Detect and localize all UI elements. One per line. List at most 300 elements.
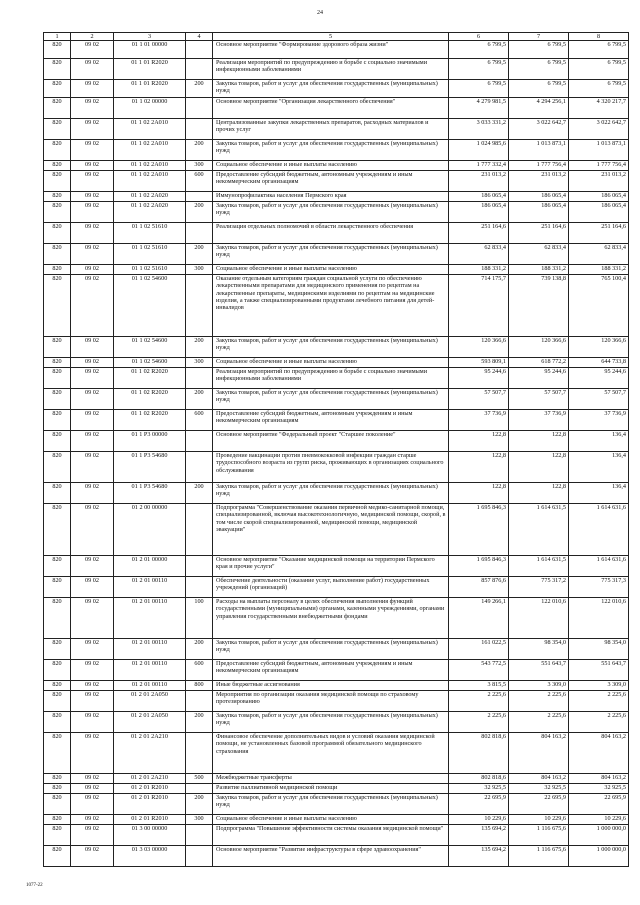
cell-expense-type: 800 — [186, 681, 213, 691]
cell-expense-type — [186, 733, 213, 774]
cell-ministry: 820 — [44, 59, 71, 80]
cell-ministry: 820 — [44, 161, 71, 171]
cell-amount-2023: 3 033 331,2 — [449, 119, 509, 140]
cell-amount-2024: 618 772,2 — [509, 358, 569, 368]
cell-amount-2023: 2 225,6 — [449, 691, 509, 712]
cell-amount-2024: 1 013 873,1 — [509, 140, 569, 161]
cell-description: Мероприятия по организации оказания медицинской помощи по страховому протезированию — [213, 691, 449, 712]
cell-target-article: 01 1 02 R2020 — [114, 368, 186, 389]
cell-section: 09 02 — [71, 733, 114, 774]
cell-target-article: 01 2 01 R2010 — [114, 784, 186, 794]
cell-target-article: 01 2 01 00110 — [114, 639, 186, 660]
cell-expense-type: 200 — [186, 389, 213, 410]
cell-amount-2024: 1 116 675,6 — [509, 825, 569, 846]
cell-section: 09 02 — [71, 483, 114, 504]
cell-section: 09 02 — [71, 223, 114, 244]
cell-description: Основное мероприятие "Федеральный проект "Старшее поколение" — [213, 431, 449, 452]
cell-amount-2025: 2 225,6 — [569, 712, 629, 733]
cell-expense-type — [186, 825, 213, 846]
cell-amount-2025: 188 331,2 — [569, 265, 629, 275]
cell-amount-2024: 2 225,6 — [509, 712, 569, 733]
cell-amount-2024: 57 507,7 — [509, 389, 569, 410]
cell-amount-2025: 644 733,8 — [569, 358, 629, 368]
cell-section: 09 02 — [71, 556, 114, 577]
cell-section: 09 02 — [71, 41, 114, 59]
cell-expense-type — [186, 452, 213, 483]
cell-target-article: 01 1 02 54600 — [114, 358, 186, 368]
cell-amount-2023: 802 818,6 — [449, 774, 509, 784]
cell-amount-2023: 122,8 — [449, 483, 509, 504]
cell-expense-type: 200 — [186, 794, 213, 815]
cell-expense-type — [186, 59, 213, 80]
cell-amount-2023: 251 164,6 — [449, 223, 509, 244]
cell-amount-2023: 186 065,4 — [449, 192, 509, 202]
cell-amount-2024: 804 163,2 — [509, 774, 569, 784]
table-row — [44, 504, 629, 556]
cell-description: Подпрограмма "Повышение эффективности системы оказания медицинской помощи" — [213, 825, 449, 846]
cell-amount-2024: 1 777 756,4 — [509, 161, 569, 171]
cell-target-article: 01 2 01 2А050 — [114, 712, 186, 733]
table-row — [44, 639, 629, 660]
cell-expense-type — [186, 192, 213, 202]
cell-section: 09 02 — [71, 368, 114, 389]
cell-target-article: 01 1 02 2А010 — [114, 171, 186, 192]
cell-amount-2023: 135 694,2 — [449, 825, 509, 846]
cell-amount-2025: 775 317,3 — [569, 577, 629, 598]
cell-target-article: 01 1 P3 54680 — [114, 452, 186, 483]
cell-amount-2023: 4 279 981,5 — [449, 98, 509, 119]
cell-target-article: 01 1 01 R2020 — [114, 59, 186, 80]
table-row — [44, 681, 629, 691]
cell-section: 09 02 — [71, 846, 114, 867]
cell-amount-2023: 122,8 — [449, 431, 509, 452]
cell-expense-type — [186, 275, 213, 337]
cell-ministry: 820 — [44, 598, 71, 639]
cell-target-article: 01 2 01 00110 — [114, 598, 186, 639]
cell-target-article: 01 1 02 51610 — [114, 244, 186, 265]
cell-amount-2024: 122,8 — [509, 483, 569, 504]
cell-amount-2024: 122,8 — [509, 431, 569, 452]
cell-ministry: 820 — [44, 275, 71, 337]
cell-expense-type: 600 — [186, 410, 213, 431]
cell-amount-2025: 6 799,5 — [569, 80, 629, 98]
cell-description: Предоставление субсидий бюджетным, автономным учреждениям и иным некоммерческим организациям — [213, 171, 449, 192]
cell-amount-2025: 1 614 631,6 — [569, 556, 629, 577]
cell-amount-2023: 120 366,6 — [449, 337, 509, 358]
table-row — [44, 202, 629, 223]
cell-amount-2025: 1 614 631,6 — [569, 504, 629, 556]
cell-ministry: 820 — [44, 681, 71, 691]
cell-amount-2025: 3 309,0 — [569, 681, 629, 691]
cell-amount-2025: 95 244,6 — [569, 368, 629, 389]
cell-section: 09 02 — [71, 712, 114, 733]
cell-amount-2023: 2 225,6 — [449, 712, 509, 733]
cell-target-article: 01 1 02 54600 — [114, 275, 186, 337]
cell-description: Закупка товаров, работ и услуг для обеспечения государственных (муниципальных) нужд — [213, 483, 449, 504]
cell-expense-type: 200 — [186, 80, 213, 98]
cell-description: Подпрограмма "Совершенствование оказания первичной медико-санитарной помощи, специализированной, включая высокотехнологичную, медицинской помощи, скорой, в том числе скорой специализированной, медицинской помощи, медицинской эвакуации" — [213, 504, 449, 556]
table-row — [44, 774, 629, 784]
cell-amount-2024: 739 138,8 — [509, 275, 569, 337]
header-cell: 6 — [449, 33, 509, 41]
table-row — [44, 660, 629, 681]
cell-description: Социальное обеспечение и иные выплаты населению — [213, 265, 449, 275]
cell-expense-type — [186, 368, 213, 389]
header-cell: 3 — [114, 33, 186, 41]
cell-description: Закупка товаров, работ и услуг для обеспечения государственных (муниципальных) нужд — [213, 244, 449, 265]
cell-amount-2025: 6 799,5 — [569, 59, 629, 80]
cell-target-article: 01 1 02 54600 — [114, 337, 186, 358]
cell-amount-2023: 714 175,7 — [449, 275, 509, 337]
cell-amount-2023: 6 799,5 — [449, 59, 509, 80]
cell-description: Закупка товаров, работ и услуг для обеспечения государственных (муниципальных) нужд — [213, 140, 449, 161]
cell-expense-type — [186, 223, 213, 244]
cell-amount-2023: 10 229,6 — [449, 815, 509, 825]
cell-description: Межбюджетные трансферты — [213, 774, 449, 784]
table-row — [44, 733, 629, 774]
cell-section: 09 02 — [71, 59, 114, 80]
cell-amount-2024: 1 614 631,5 — [509, 504, 569, 556]
cell-amount-2023: 1 695 846,3 — [449, 556, 509, 577]
cell-ministry: 820 — [44, 483, 71, 504]
cell-amount-2024: 37 736,9 — [509, 410, 569, 431]
cell-section: 09 02 — [71, 98, 114, 119]
cell-ministry: 820 — [44, 389, 71, 410]
cell-amount-2024: 186 065,4 — [509, 202, 569, 223]
cell-amount-2025: 6 799,5 — [569, 41, 629, 59]
header-row — [44, 33, 629, 41]
cell-amount-2025: 22 695,9 — [569, 794, 629, 815]
cell-amount-2024: 6 799,5 — [509, 41, 569, 59]
cell-target-article: 01 2 01 2А050 — [114, 691, 186, 712]
cell-amount-2024: 122 010,6 — [509, 598, 569, 639]
cell-amount-2025: 98 354,0 — [569, 639, 629, 660]
cell-ministry: 820 — [44, 815, 71, 825]
cell-ministry: 820 — [44, 119, 71, 140]
cell-amount-2025: 2 225,6 — [569, 691, 629, 712]
header-cell: 7 — [509, 33, 569, 41]
cell-description: Закупка товаров, работ и услуг для обеспечения государственных (муниципальных) нужд — [213, 389, 449, 410]
cell-amount-2025: 3 022 642,7 — [569, 119, 629, 140]
cell-amount-2024: 10 229,6 — [509, 815, 569, 825]
cell-amount-2023: 231 013,2 — [449, 171, 509, 192]
cell-description: Социальное обеспечение и иные выплаты населению — [213, 161, 449, 171]
cell-description: Иммунопрофилактика населения Пермского края — [213, 192, 449, 202]
cell-section: 09 02 — [71, 358, 114, 368]
budget-table — [43, 32, 629, 867]
cell-description: Закупка товаров, работ и услуг для обеспечения государственных (муниципальных) нужд — [213, 639, 449, 660]
table-row — [44, 825, 629, 846]
table-row — [44, 389, 629, 410]
cell-target-article: 01 1 02 2А010 — [114, 119, 186, 140]
cell-ministry: 820 — [44, 825, 71, 846]
table-row — [44, 452, 629, 483]
cell-amount-2024: 3 309,0 — [509, 681, 569, 691]
header-cell: 4 — [186, 33, 213, 41]
cell-ministry: 820 — [44, 712, 71, 733]
cell-expense-type — [186, 431, 213, 452]
cell-description: Социальное обеспечение и иные выплаты населению — [213, 815, 449, 825]
table-row — [44, 846, 629, 867]
cell-section: 09 02 — [71, 140, 114, 161]
cell-amount-2023: 188 331,2 — [449, 265, 509, 275]
cell-amount-2025: 32 925,5 — [569, 784, 629, 794]
table-row — [44, 59, 629, 80]
cell-target-article: 01 2 01 00110 — [114, 577, 186, 598]
table-row — [44, 80, 629, 98]
cell-amount-2024: 775 317,2 — [509, 577, 569, 598]
header-cell: 1 — [44, 33, 71, 41]
cell-ministry: 820 — [44, 410, 71, 431]
cell-section: 09 02 — [71, 681, 114, 691]
table-row — [44, 691, 629, 712]
cell-ministry: 820 — [44, 660, 71, 681]
table-row — [44, 140, 629, 161]
cell-description: Закупка товаров, работ и услуг для обеспечения государственных (муниципальных) нужд — [213, 202, 449, 223]
cell-expense-type: 200 — [186, 712, 213, 733]
cell-description: Реализация мероприятий по предупреждению и борьбе с социально значимыми инфекционными заболеваниями — [213, 368, 449, 389]
cell-target-article: 01 1 P3 00000 — [114, 431, 186, 452]
cell-amount-2023: 32 925,5 — [449, 784, 509, 794]
cell-expense-type — [186, 41, 213, 59]
cell-amount-2025: 551 643,7 — [569, 660, 629, 681]
cell-expense-type: 300 — [186, 161, 213, 171]
cell-description: Закупка товаров, работ и услуг для обеспечения государственных (муниципальных) нужд — [213, 794, 449, 815]
cell-section: 09 02 — [71, 80, 114, 98]
cell-amount-2025: 1 777 756,4 — [569, 161, 629, 171]
cell-section: 09 02 — [71, 774, 114, 784]
cell-target-article: 01 3 03 00000 — [114, 846, 186, 867]
cell-amount-2023: 3 815,5 — [449, 681, 509, 691]
cell-description: Обеспечение деятельности (оказание услуг, выполнение работ) государственных учреждений (организаций) — [213, 577, 449, 598]
table-row — [44, 598, 629, 639]
table-row — [44, 794, 629, 815]
cell-description: Финансовое обеспечение дополнительных видов и условий оказания медицинской помощи, не установленных базовой программой обязательного медицинского страхования — [213, 733, 449, 774]
cell-amount-2023: 95 244,6 — [449, 368, 509, 389]
cell-section: 09 02 — [71, 577, 114, 598]
cell-amount-2025: 231 013,2 — [569, 171, 629, 192]
cell-amount-2024: 186 065,4 — [509, 192, 569, 202]
cell-section: 09 02 — [71, 275, 114, 337]
cell-amount-2025: 1 013 873,1 — [569, 140, 629, 161]
cell-expense-type: 500 — [186, 774, 213, 784]
cell-target-article: 01 1 02 R2020 — [114, 389, 186, 410]
cell-amount-2025: 765 100,4 — [569, 275, 629, 337]
cell-target-article: 01 1 02 2А020 — [114, 202, 186, 223]
cell-target-article: 01 1 02 00000 — [114, 98, 186, 119]
cell-amount-2024: 22 695,9 — [509, 794, 569, 815]
table-row — [44, 275, 629, 337]
cell-target-article: 01 2 01 00000 — [114, 556, 186, 577]
cell-amount-2025: 37 736,9 — [569, 410, 629, 431]
cell-section: 09 02 — [71, 504, 114, 556]
cell-ministry: 820 — [44, 223, 71, 244]
cell-amount-2024: 62 833,4 — [509, 244, 569, 265]
cell-amount-2025: 120 366,6 — [569, 337, 629, 358]
cell-ministry: 820 — [44, 784, 71, 794]
cell-amount-2024: 4 294 256,1 — [509, 98, 569, 119]
cell-amount-2023: 1 695 846,3 — [449, 504, 509, 556]
cell-amount-2024: 188 331,2 — [509, 265, 569, 275]
cell-section: 09 02 — [71, 192, 114, 202]
cell-expense-type: 600 — [186, 660, 213, 681]
cell-amount-2024: 231 013,2 — [509, 171, 569, 192]
cell-amount-2025: 4 320 217,7 — [569, 98, 629, 119]
cell-target-article: 01 1 02 2А020 — [114, 192, 186, 202]
cell-amount-2024: 1 116 675,6 — [509, 846, 569, 867]
cell-ministry: 820 — [44, 171, 71, 192]
cell-ministry: 820 — [44, 846, 71, 867]
cell-description: Основное мероприятие "Развитие инфраструктуры в сфере здравоохранения" — [213, 846, 449, 867]
cell-amount-2023: 6 799,5 — [449, 41, 509, 59]
cell-amount-2024: 6 799,5 — [509, 59, 569, 80]
cell-target-article: 01 2 01 00110 — [114, 681, 186, 691]
cell-description: Закупка товаров, работ и услуг для обеспечения государственных (муниципальных) нужд — [213, 80, 449, 98]
cell-expense-type: 200 — [186, 483, 213, 504]
cell-expense-type: 200 — [186, 244, 213, 265]
cell-section: 09 02 — [71, 161, 114, 171]
cell-ministry: 820 — [44, 556, 71, 577]
cell-amount-2024: 95 244,6 — [509, 368, 569, 389]
cell-amount-2025: 1 000 000,0 — [569, 825, 629, 846]
cell-expense-type — [186, 504, 213, 556]
cell-amount-2023: 186 065,4 — [449, 202, 509, 223]
cell-description: Основное мероприятие "Оказание медицинской помощи на территории Пермского края и прочие услуги" — [213, 556, 449, 577]
table-row — [44, 431, 629, 452]
page-number: 24 — [317, 10, 323, 16]
cell-amount-2024: 251 164,6 — [509, 223, 569, 244]
cell-description: Оказание отдельным категориям граждан социальной услуги по обеспечению лекарственными препаратами для медицинского применения по рецептам на лекарственные препараты, медицинскими изделиями по рецептам на медицинские изделия, а также специализированными продуктами лечебного питания для детей-инвалидов — [213, 275, 449, 337]
cell-description: Закупка товаров, работ и услуг для обеспечения государственных (муниципальных) нужд — [213, 337, 449, 358]
cell-amount-2025: 804 163,2 — [569, 733, 629, 774]
cell-ministry: 820 — [44, 265, 71, 275]
cell-description: Реализация мероприятий по предупреждению и борьбе с социально значимыми инфекционными заболеваниями — [213, 59, 449, 80]
cell-section: 09 02 — [71, 431, 114, 452]
cell-amount-2023: 161 022,5 — [449, 639, 509, 660]
header-cell: 8 — [569, 33, 629, 41]
cell-target-article: 01 1 01 00000 — [114, 41, 186, 59]
cell-expense-type — [186, 98, 213, 119]
cell-expense-type: 300 — [186, 265, 213, 275]
cell-amount-2024: 2 225,6 — [509, 691, 569, 712]
cell-amount-2023: 1 777 332,4 — [449, 161, 509, 171]
table-row — [44, 712, 629, 733]
cell-section: 09 02 — [71, 815, 114, 825]
cell-description: Закупка товаров, работ и услуг для обеспечения государственных (муниципальных) нужд — [213, 712, 449, 733]
cell-section: 09 02 — [71, 410, 114, 431]
cell-expense-type — [186, 119, 213, 140]
cell-ministry: 820 — [44, 192, 71, 202]
cell-amount-2025: 136,4 — [569, 431, 629, 452]
cell-expense-type: 100 — [186, 598, 213, 639]
header-cell: 2 — [71, 33, 114, 41]
cell-ministry: 820 — [44, 774, 71, 784]
cell-description: Проведение вакцинации против пневмококковой инфекции граждан старше трудоспособного возраста из групп риска, проживающих в организациях социального обслуживания — [213, 452, 449, 483]
cell-amount-2023: 6 799,5 — [449, 80, 509, 98]
cell-section: 09 02 — [71, 244, 114, 265]
cell-amount-2024: 120 366,6 — [509, 337, 569, 358]
cell-ministry: 820 — [44, 639, 71, 660]
cell-amount-2025: 62 833,4 — [569, 244, 629, 265]
table-row — [44, 41, 629, 59]
cell-ministry: 820 — [44, 431, 71, 452]
cell-amount-2025: 136,4 — [569, 452, 629, 483]
footer-code: 1077-22 — [26, 883, 43, 888]
cell-amount-2024: 98 354,0 — [509, 639, 569, 660]
cell-description: Основное мероприятие "Формирование здорового образа жизни" — [213, 41, 449, 59]
table-row — [44, 161, 629, 171]
cell-amount-2025: 186 065,4 — [569, 202, 629, 223]
cell-expense-type — [186, 577, 213, 598]
table-row — [44, 784, 629, 794]
cell-description: Основное мероприятие "Организация лекарственного обеспечения" — [213, 98, 449, 119]
cell-ministry: 820 — [44, 504, 71, 556]
cell-expense-type: 200 — [186, 337, 213, 358]
cell-amount-2024: 122,8 — [509, 452, 569, 483]
cell-amount-2024: 3 022 642,7 — [509, 119, 569, 140]
cell-target-article: 01 2 01 R2010 — [114, 815, 186, 825]
cell-amount-2023: 57 507,7 — [449, 389, 509, 410]
table-row — [44, 223, 629, 244]
cell-ministry: 820 — [44, 794, 71, 815]
table-row — [44, 98, 629, 119]
table-row — [44, 815, 629, 825]
table-row — [44, 244, 629, 265]
cell-amount-2023: 37 736,9 — [449, 410, 509, 431]
table-row — [44, 265, 629, 275]
cell-section: 09 02 — [71, 337, 114, 358]
table-row — [44, 119, 629, 140]
table-row — [44, 483, 629, 504]
cell-ministry: 820 — [44, 337, 71, 358]
cell-amount-2025: 804 163,2 — [569, 774, 629, 784]
cell-section: 09 02 — [71, 598, 114, 639]
cell-amount-2025: 251 164,6 — [569, 223, 629, 244]
cell-target-article: 01 1 02 51610 — [114, 223, 186, 244]
cell-expense-type — [186, 556, 213, 577]
cell-amount-2024: 6 799,5 — [509, 80, 569, 98]
cell-expense-type — [186, 691, 213, 712]
cell-amount-2023: 593 809,1 — [449, 358, 509, 368]
cell-amount-2025: 186 065,4 — [569, 192, 629, 202]
cell-section: 09 02 — [71, 171, 114, 192]
cell-ministry: 820 — [44, 244, 71, 265]
cell-description: Социальное обеспечение и иные выплаты населению — [213, 358, 449, 368]
cell-section: 09 02 — [71, 825, 114, 846]
cell-amount-2023: 62 833,4 — [449, 244, 509, 265]
cell-description: Реализация отдельных полномочий в области лекарственного обеспечения — [213, 223, 449, 244]
table-row — [44, 171, 629, 192]
table-row — [44, 368, 629, 389]
table-row — [44, 410, 629, 431]
cell-amount-2023: 802 818,6 — [449, 733, 509, 774]
cell-section: 09 02 — [71, 389, 114, 410]
cell-target-article: 01 2 01 R2010 — [114, 794, 186, 815]
cell-amount-2025: 122 010,6 — [569, 598, 629, 639]
cell-amount-2024: 32 925,5 — [509, 784, 569, 794]
cell-target-article: 01 3 00 00000 — [114, 825, 186, 846]
cell-amount-2023: 149 266,1 — [449, 598, 509, 639]
table-row — [44, 192, 629, 202]
cell-expense-type: 300 — [186, 358, 213, 368]
cell-target-article: 01 2 01 2А210 — [114, 733, 186, 774]
cell-description: Предоставление субсидий бюджетным, автономным учреждениям и иным некоммерческим организациям — [213, 410, 449, 431]
cell-amount-2023: 22 695,9 — [449, 794, 509, 815]
cell-target-article: 01 1 01 R2020 — [114, 80, 186, 98]
table-row — [44, 577, 629, 598]
cell-section: 09 02 — [71, 119, 114, 140]
cell-section: 09 02 — [71, 691, 114, 712]
